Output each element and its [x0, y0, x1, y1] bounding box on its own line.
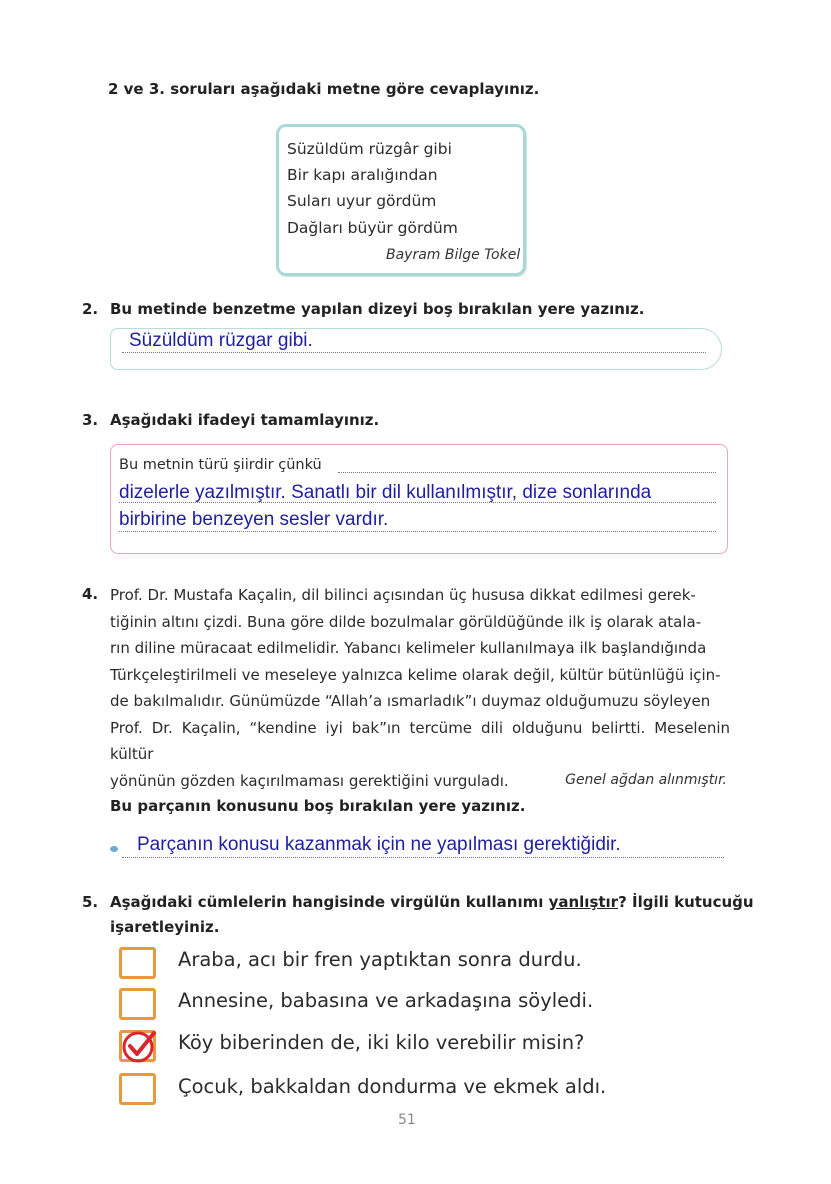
option-checkbox-checked[interactable] — [119, 1030, 156, 1062]
question-5-text-part: Aşağıdaki cümlelerin hangisinde virgülün kullanımı — [110, 893, 549, 911]
paragraph-line: yönünün gözden kaçırılmaması gerektiğini vurguladı. — [110, 771, 509, 790]
question-4-question: Bu parçanın konusunu boş bırakılan yere yazınız. — [110, 797, 526, 815]
paragraph-line: rın diline müracaat edilmelidir. Yabancı kelimeler kullanılmaya ilk başlandığında — [110, 639, 707, 657]
question-5-number: 5. — [82, 893, 99, 911]
question-2-text: Bu metinde benzetme yapılan dizeyi boş bırakılan yere yazınız. — [110, 300, 645, 318]
poem-line: Dağları büyür gördüm — [287, 219, 458, 237]
question-4-paragraph — [110, 582, 730, 794]
question-2-number: 2. — [82, 300, 99, 318]
question-5-text — [110, 893, 754, 911]
pen-dot — [110, 846, 118, 852]
question-4-number: 4. — [82, 585, 99, 603]
question-3-answer-line-1: dizelerle yazılmıştır. Sanatlı bir dil kullanılmıştır, dize sonlarında — [119, 482, 652, 503]
poem-author: Bayram Bilge Tokel — [386, 247, 521, 263]
option-checkbox[interactable] — [119, 1073, 156, 1105]
poem-line: Bir kapı aralığından — [287, 166, 438, 184]
section-intro: 2 ve 3. soruları aşağıdaki metne göre cevaplayınız. — [108, 80, 540, 98]
question-5-text-part: ? İlgili kutucuğu — [618, 893, 754, 911]
page-number: 51 — [398, 1112, 416, 1128]
paragraph-source: Genel ağdan alınmıştır. — [565, 772, 727, 788]
answer-dotted-line — [122, 857, 724, 858]
paragraph-line: Prof. Dr. Mustafa Kaçalin, dil bilinci açısından üç hususa dikkat edilmesi gerek- — [110, 586, 696, 604]
poem-line: Suları uyur gördüm — [287, 192, 437, 210]
option-checkbox[interactable] — [119, 947, 156, 979]
answer-dotted-line — [338, 472, 716, 473]
option-text: Çocuk, bakkaldan dondurma ve ekmek aldı. — [178, 1075, 607, 1098]
paragraph-line: de bakılmalıdır. Günümüzde “Allah’a ısmarladık”ı duymaz olduğumuzu söyleyen — [110, 692, 711, 710]
question-3-number: 3. — [82, 411, 99, 429]
answer-dotted-line — [119, 531, 716, 532]
option-text: Köy biberinden de, iki kilo verebilir misin? — [178, 1031, 585, 1054]
paragraph-line: Türkçeleştirilmeli ve meseleye yalnızca kelime olarak değil, kültür bütünlüğü için- — [110, 665, 721, 684]
paragraph-line: Prof. Dr. Kaçalin, “kendine iyi bak”ın tercüme dili olduğunu belirtti. Meselenin kültür — [110, 718, 730, 763]
paragraph-line: tiğinin altını çizdi. Buna göre dilde bozulmalar görüldüğünde ilk iş olarak atala- — [110, 612, 702, 631]
poem-line: Süzüldüm rüzgâr gibi — [287, 140, 452, 158]
question-3-answer-line-2: birbirine benzeyen sesler vardır. — [119, 509, 389, 530]
question-5-underlined-word: yanlıştır — [548, 893, 619, 911]
question-5-text-line-2: işaretleyiniz. — [110, 918, 220, 936]
question-4-answer: Parçanın konusu kazanmak için ne yapılması gerektiğidir. — [137, 834, 621, 855]
answer-dotted-line — [122, 352, 706, 353]
question-3-text: Aşağıdaki ifadeyi tamamlayınız. — [110, 411, 380, 429]
option-text: Annesine, babasına ve arkadaşına söyledi. — [178, 989, 594, 1012]
question-2-answer: Süzüldüm rüzgar gibi. — [129, 330, 313, 351]
question-3-prompt: Bu metnin türü şiirdir çünkü — [119, 457, 322, 473]
option-checkbox[interactable] — [119, 988, 156, 1020]
option-text: Araba, acı bir fren yaptıktan sonra durdu. — [178, 948, 582, 971]
checkmark-icon — [118, 1029, 158, 1065]
